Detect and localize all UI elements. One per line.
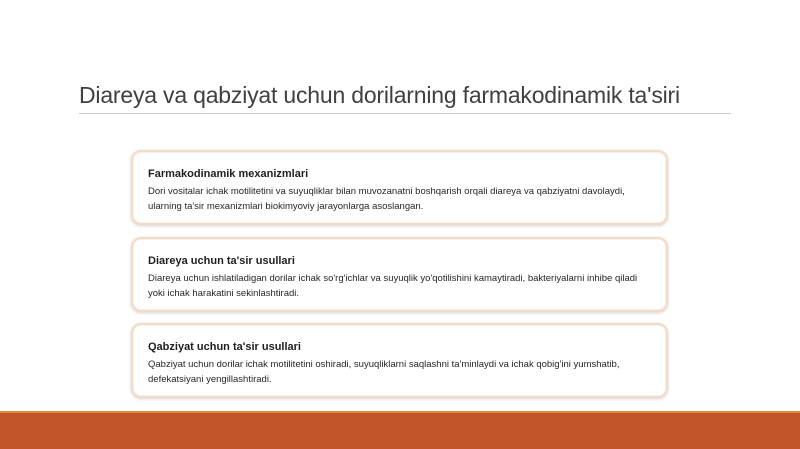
card-heading: Farmakodinamik mexanizmlari [148, 168, 309, 180]
footer-band [0, 413, 800, 449]
card-text: Dori vositalar ichak motilitetini va suyuqliklar bilan muvozanatni boshqarish orqali diareya va qabziyatni davolaydi, ularning ta'sir mexanizmlari biokimyoviy jarayonlarga asoslangan. [148, 186, 625, 212]
card-farmakodinamik-mexanizmlari [131, 150, 668, 225]
card-diareya-tasir-usullari [131, 237, 668, 312]
card-text: Diareya uchun ishlatiladigan dorilar ichak so'rg'ichlar va suyuqlik yo'qotilishini kamaytiradi, bakteriyalarni inhibe qiladi yoki ichak harakatini sekinlashtiradi. [148, 273, 638, 299]
card-heading: Diareya uchun ta'sir usullari [148, 255, 295, 267]
title-divider [79, 113, 731, 114]
card-qabziyat-tasir-usullari [131, 323, 668, 398]
card-heading: Qabziyat uchun ta'sir usullari [148, 341, 301, 353]
slide-title: Diareya va qabziyat uchun dorilarning farmakodinamik ta'siri [79, 82, 680, 108]
card-text: Qabziyat uchun dorilar ichak motilitetini oshiradi, suyuqliklarni saqlashni ta'minlaydi va ichak qobig'ini yumshatib, defekatsiyani yengillashtiradi. [148, 359, 620, 385]
